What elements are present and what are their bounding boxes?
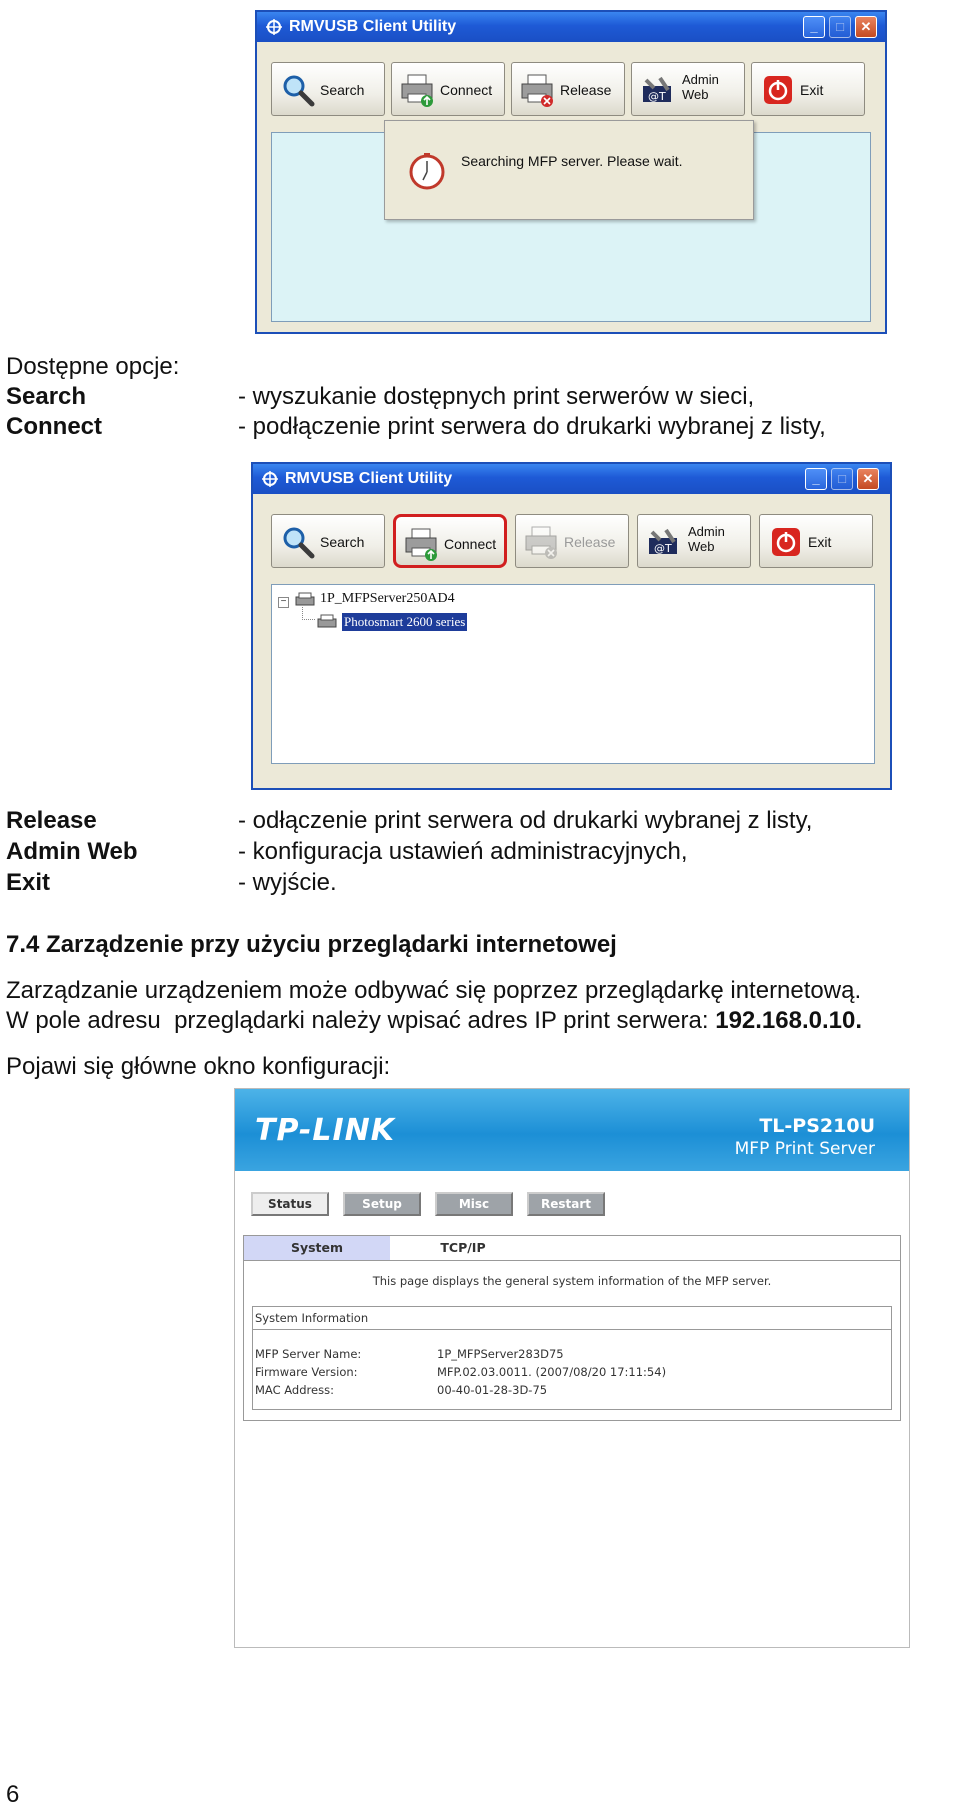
maximize-icon: □ — [838, 471, 846, 486]
tplink-logo: TP-LINK — [255, 1113, 396, 1148]
admin-web-button-label — [688, 524, 725, 554]
header-banner — [235, 1089, 909, 1171]
window-titlebar — [257, 12, 885, 42]
connect-button-label: Connect — [444, 536, 497, 552]
option-desc-release: - odłączenie print serwera od drukarki wybranej z listy, — [238, 807, 813, 834]
release-button[interactable] — [515, 514, 629, 568]
server-name-value: 1P_MFPServer283D75 — [437, 1347, 564, 1361]
clock-icon — [407, 151, 447, 191]
paragraph-management: Zarządzanie urządzeniem może odbywać się poprzez przeglądarkę internetową. — [6, 977, 862, 1004]
close-button[interactable] — [855, 16, 877, 38]
exit-button-label: Exit — [800, 82, 824, 98]
maximize-button[interactable] — [829, 16, 851, 38]
system-info-title: System Information — [255, 1311, 369, 1325]
server-name-label: MFP Server Name: — [255, 1347, 362, 1361]
option-desc-admin-web: - konfiguracja ustawień administracyjnych, — [238, 838, 688, 865]
admin-label: Admin — [682, 72, 719, 87]
window-titlebar — [253, 464, 890, 494]
close-icon: ✕ — [860, 19, 872, 34]
mac-value: 00-40-01-28-3D-75 — [437, 1383, 548, 1397]
magnifier-icon — [280, 524, 316, 560]
option-term-exit: Exit — [6, 869, 51, 896]
tree-connector — [302, 607, 315, 620]
search-button-label: Search — [320, 534, 365, 550]
admin-web-button-label — [682, 72, 719, 102]
exit-button-label: Exit — [808, 534, 832, 550]
close-icon: ✕ — [862, 471, 874, 486]
svg-text:@T: @T — [654, 542, 672, 555]
svg-text:@T: @T — [648, 90, 666, 103]
nav-misc-button[interactable]: Misc — [435, 1192, 513, 1216]
connect-button[interactable] — [391, 62, 505, 116]
tree-server-label[interactable]: 1P_MFPServer250AD4 — [320, 591, 455, 606]
nav-status-button[interactable]: Status — [251, 1192, 329, 1216]
product-name: MFP Print Server — [734, 1139, 875, 1159]
client-utility-window-searching — [255, 10, 887, 334]
printer-connect-icon — [404, 526, 440, 562]
option-term-connect: Connect — [6, 413, 102, 440]
option-desc-exit: - wyjście. — [238, 869, 337, 896]
option-desc-search: - wyszukanie dostępnych print serwerów w sieci, — [238, 383, 755, 410]
minimize-button[interactable] — [803, 16, 825, 38]
exit-button[interactable] — [751, 62, 865, 116]
exit-button[interactable] — [759, 514, 873, 568]
tree-printer-label[interactable]: Photosmart 2600 series — [344, 614, 466, 629]
web-label: Web — [688, 539, 715, 554]
power-icon — [768, 524, 804, 560]
option-term-search: Search — [6, 383, 87, 410]
release-button-label: Release — [560, 82, 612, 98]
power-icon — [760, 72, 796, 108]
printer-connect-icon — [400, 72, 436, 108]
admin-label: Admin — [688, 524, 725, 539]
ip-instruction: W pole adresu przeglądarki należy wpisać adres IP print serwera: — [6, 1007, 716, 1034]
printer-icon — [316, 613, 338, 631]
minimize-icon: _ — [812, 471, 820, 486]
release-button-label: Release — [564, 534, 616, 550]
window-title: RMVUSB Client Utility — [285, 470, 453, 487]
system-info-divider — [253, 1329, 891, 1330]
system-info-box — [252, 1306, 892, 1410]
option-term-admin-web: Admin Web — [6, 838, 138, 865]
search-button[interactable] — [271, 514, 385, 568]
dialog-message: Searching MFP server. Please wait. — [461, 153, 683, 169]
admin-web-button[interactable] — [637, 514, 751, 568]
nav-restart-button[interactable]: Restart — [527, 1192, 605, 1216]
admin-tools-icon — [640, 72, 676, 108]
minimize-button[interactable] — [805, 468, 827, 490]
maximize-button[interactable] — [831, 468, 853, 490]
search-button-label: Search — [320, 82, 365, 98]
client-utility-window-connected — [251, 462, 892, 790]
tab-system[interactable]: System — [244, 1236, 390, 1260]
admin-tools-icon — [646, 524, 682, 560]
release-button[interactable] — [511, 62, 625, 116]
web-label: Web — [682, 87, 709, 102]
tab-tcpip[interactable]: TCP/IP — [440, 1240, 486, 1255]
nav-setup-button[interactable]: Setup — [343, 1192, 421, 1216]
close-button[interactable] — [857, 468, 879, 490]
option-desc-connect: - podłączenie print serwera do drukarki wybranej z listy, — [238, 413, 826, 440]
server-tree-pane[interactable] — [271, 584, 875, 764]
firmware-value: MFP.02.03.0011. (2007/08/20 17:11:54) — [437, 1365, 667, 1379]
paragraph-main-window: Pojawi się główne okno konfiguracji: — [6, 1053, 391, 1080]
connect-button[interactable] — [393, 514, 507, 568]
magnifier-icon — [280, 72, 316, 108]
ip-address: 192.168.0.10. — [715, 1007, 863, 1034]
searching-dialog — [384, 120, 754, 220]
mac-label: MAC Address: — [255, 1383, 334, 1397]
app-icon — [265, 18, 283, 36]
admin-web-button[interactable] — [631, 62, 745, 116]
model-name: TL-PS210U — [759, 1115, 875, 1137]
option-term-release: Release — [6, 807, 97, 834]
connect-button-label: Connect — [440, 82, 493, 98]
tplink-web-config-page — [234, 1088, 910, 1648]
page-description: This page displays the general system information of the MFP server. — [372, 1274, 772, 1288]
tree-collapse-icon[interactable]: − — [278, 597, 289, 608]
section-heading: 7.4 Zarządzenie przy użyciu przeglądarki internetowej — [6, 931, 617, 958]
page-number: 6 — [6, 1781, 20, 1808]
printer-release-icon — [524, 524, 560, 560]
tab-bar — [244, 1236, 900, 1261]
content-panel — [243, 1235, 901, 1421]
options-intro: Dostępne opcje: — [6, 353, 180, 380]
app-icon — [261, 470, 279, 488]
printer-release-icon — [520, 72, 556, 108]
paragraph-ip-address — [6, 1006, 862, 1036]
search-button[interactable] — [271, 62, 385, 116]
window-title: RMVUSB Client Utility — [289, 18, 457, 35]
firmware-label: Firmware Version: — [255, 1365, 358, 1379]
minimize-icon: _ — [810, 19, 818, 34]
maximize-icon: □ — [836, 19, 844, 34]
